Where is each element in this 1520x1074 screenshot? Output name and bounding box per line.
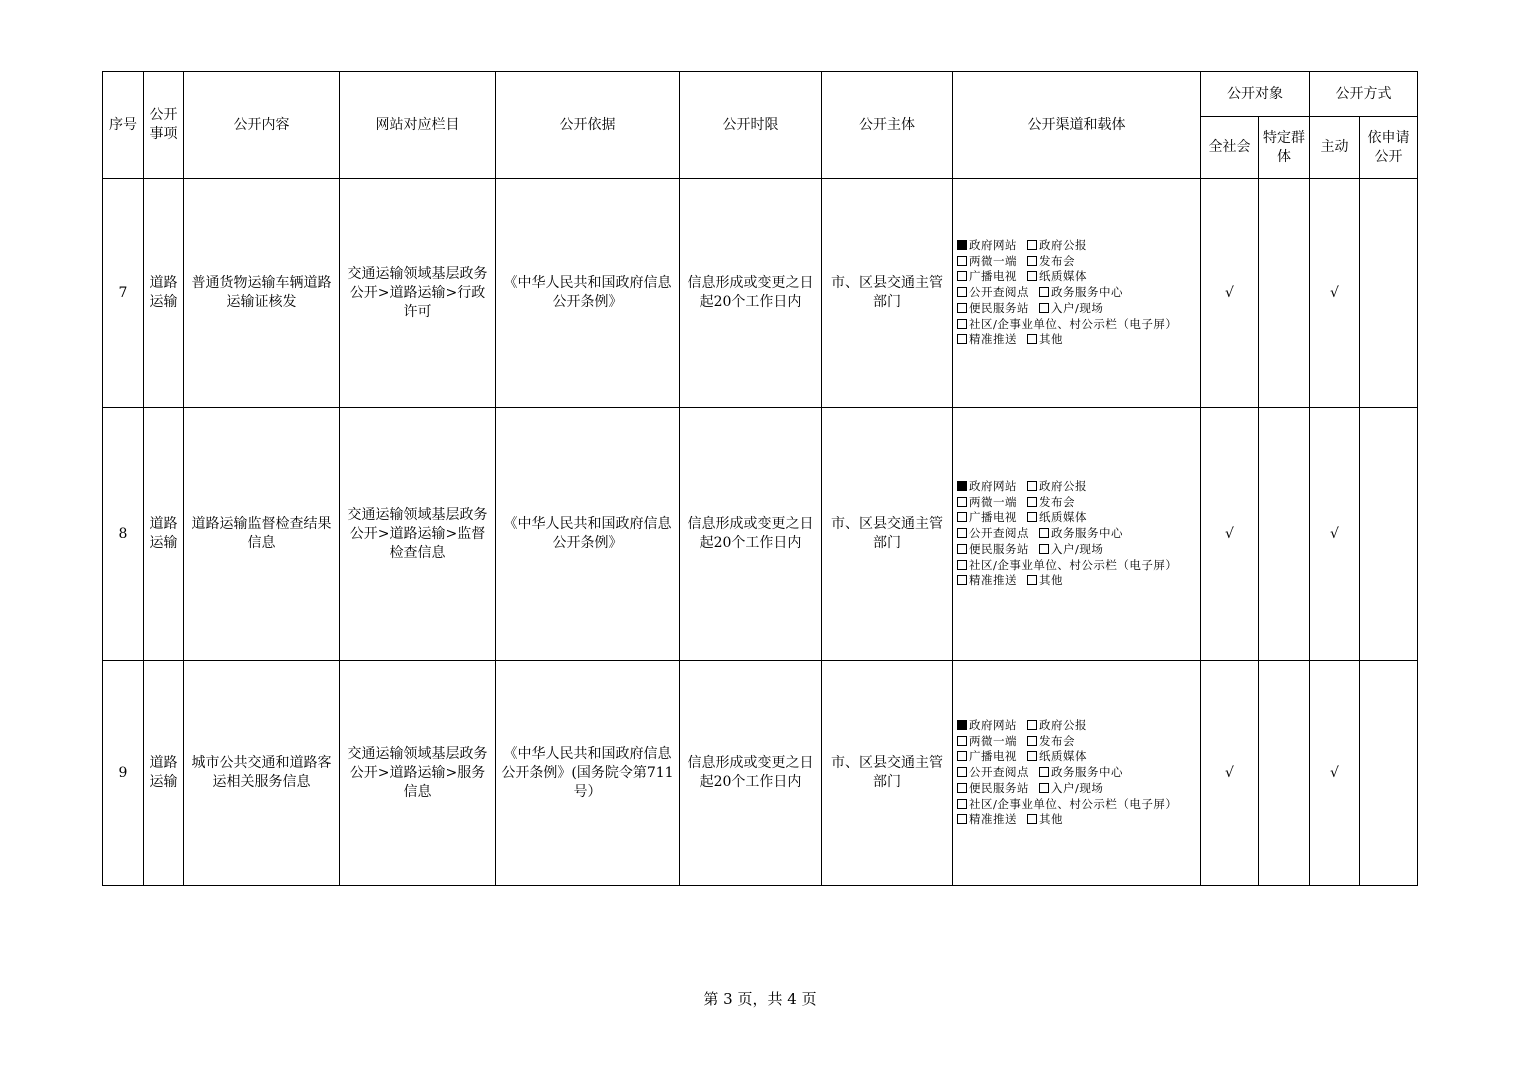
row-time-limit: 信息形成或变更之日起20个工作日内 [680,408,822,661]
header-method-apply: 依申请公开 [1360,117,1418,179]
unchecked-box-icon [957,528,967,538]
channel-option-label: 精准推送 [969,573,1017,588]
unchecked-box-icon [957,256,967,266]
header-channel: 公开渠道和载体 [953,72,1201,179]
row-channel-list [953,408,1201,661]
page-footer: 第 3 页，共 4 页 [703,990,817,1008]
channel-line [957,749,1197,765]
header-content: 公开内容 [184,72,340,179]
channel-option-label: 政府公报 [1039,478,1087,493]
channel-option-label: 发布会 [1039,733,1075,748]
channel-line [957,332,1197,348]
channel-option-label: 社区/企事业单位、村公示栏（电子屏） [969,557,1178,572]
channel-option-label: 发布会 [1039,494,1075,509]
table-body [103,179,1418,886]
row-target-all: √ [1201,661,1259,886]
channel-option-label: 入户/现场 [1051,541,1104,556]
channel-line [957,495,1197,511]
channel-line [957,238,1197,254]
channel-line [957,317,1197,333]
row-basis: 《中华人民共和国政府信息公开条例》 [496,408,680,661]
unchecked-box-icon [1027,814,1037,824]
channel-option-label: 政务服务中心 [1051,765,1123,780]
row-subject: 市、区县交通主管部门 [822,661,953,886]
row-target-all: √ [1201,179,1259,408]
unchecked-box-icon [1027,497,1037,507]
unchecked-box-icon [1039,767,1049,777]
unchecked-box-icon [1039,528,1049,538]
channel-option-label: 纸质媒体 [1039,269,1087,284]
header-method-active: 主动 [1310,117,1360,179]
channel-option-label: 公开查阅点 [969,765,1029,780]
row-method-active: √ [1310,408,1360,661]
unchecked-box-icon [1027,481,1037,491]
header-column: 网站对应栏目 [340,72,496,179]
row-basis: 《中华人民共和国政府信息公开条例》 [496,179,680,408]
header-time-limit: 公开时限 [680,72,822,179]
channel-line [957,526,1197,542]
unchecked-box-icon [957,287,967,297]
channel-line [957,781,1197,797]
unchecked-box-icon [957,799,967,809]
channel-line [957,301,1197,317]
channel-option-label: 公开查阅点 [969,526,1029,541]
unchecked-box-icon [957,783,967,793]
channel-line [957,573,1197,589]
table-row [103,408,1418,661]
unchecked-box-icon [1039,544,1049,554]
unchecked-box-icon [957,319,967,329]
channel-line [957,542,1197,558]
row-method-active: √ [1310,179,1360,408]
row-content: 城市公共交通和道路客运相关服务信息 [184,661,340,886]
unchecked-box-icon [1039,287,1049,297]
header-seq: 序号 [103,72,144,179]
unchecked-box-icon [1027,736,1037,746]
row-content: 普通货物运输车辆道路运输证核发 [184,179,340,408]
row-target-specific [1259,179,1310,408]
channel-option-label: 两微一端 [969,494,1017,509]
unchecked-box-icon [1039,783,1049,793]
unchecked-box-icon [1027,512,1037,522]
header-target-group: 公开对象 [1201,72,1310,117]
channel-option-label: 其他 [1039,812,1063,827]
channel-option-label: 便民服务站 [969,780,1029,795]
row-method-active: √ [1310,661,1360,886]
channel-option-label: 其他 [1039,573,1063,588]
unchecked-box-icon [1027,751,1037,761]
row-method-apply [1360,179,1418,408]
unchecked-box-icon [957,575,967,585]
unchecked-box-icon [1027,720,1037,730]
checked-box-icon [957,720,967,730]
channel-option-label: 广播电视 [969,510,1017,525]
unchecked-box-icon [957,334,967,344]
row-subject: 市、区县交通主管部门 [822,179,953,408]
channel-line [957,510,1197,526]
channel-option-label: 便民服务站 [969,541,1029,556]
channel-option-label: 公开查阅点 [969,285,1029,300]
unchecked-box-icon [1027,575,1037,585]
channel-option-label: 两微一端 [969,253,1017,268]
channel-option-label: 纸质媒体 [1039,749,1087,764]
channel-option-label: 广播电视 [969,269,1017,284]
channel-line [957,718,1197,734]
row-target-all: √ [1201,408,1259,661]
channel-option-label: 政府公报 [1039,717,1087,732]
row-column: 交通运输领域基层政务公开>道路运输>监督检查信息 [340,408,496,661]
channel-option-label: 便民服务站 [969,300,1029,315]
checked-box-icon [957,481,967,491]
channel-line [957,254,1197,270]
unchecked-box-icon [1027,240,1037,250]
disclosure-table [102,71,1418,886]
channel-option-label: 纸质媒体 [1039,510,1087,525]
row-item: 道路运输 [144,661,184,886]
row-target-specific [1259,661,1310,886]
channel-option-label: 政府网站 [969,237,1017,252]
row-seq: 7 [103,179,144,408]
header-subject: 公开主体 [822,72,953,179]
row-subject: 市、区县交通主管部门 [822,408,953,661]
table-row [103,661,1418,886]
header-item: 公开事项 [144,72,184,179]
channel-line [957,765,1197,781]
row-time-limit: 信息形成或变更之日起20个工作日内 [680,661,822,886]
row-channel-list [953,661,1201,886]
unchecked-box-icon [1027,334,1037,344]
channel-line [957,285,1197,301]
channel-option-label: 两微一端 [969,733,1017,748]
unchecked-box-icon [1027,256,1037,266]
channel-option-label: 社区/企事业单位、村公示栏（电子屏） [969,796,1178,811]
channel-line [957,479,1197,495]
unchecked-box-icon [1027,271,1037,281]
row-method-apply [1360,408,1418,661]
channel-option-label: 政府公报 [1039,237,1087,252]
row-content: 道路运输监督检查结果信息 [184,408,340,661]
row-seq: 9 [103,661,144,886]
channel-option-label: 其他 [1039,332,1063,347]
channel-option-label: 入户/现场 [1051,780,1104,795]
unchecked-box-icon [957,736,967,746]
row-column: 交通运输领域基层政务公开>道路运输>行政许可 [340,179,496,408]
unchecked-box-icon [1039,303,1049,313]
channel-option-label: 广播电视 [969,749,1017,764]
row-time-limit: 信息形成或变更之日起20个工作日内 [680,179,822,408]
channel-option-label: 社区/企事业单位、村公示栏（电子屏） [969,316,1178,331]
header-method-group: 公开方式 [1310,72,1418,117]
unchecked-box-icon [957,751,967,761]
checked-box-icon [957,240,967,250]
header-basis: 公开依据 [496,72,680,179]
channel-option-label: 政务服务中心 [1051,285,1123,300]
row-channel-list [953,179,1201,408]
channel-option-label: 精准推送 [969,812,1017,827]
unchecked-box-icon [957,271,967,281]
channel-option-label: 政府网站 [969,478,1017,493]
table-row [103,179,1418,408]
table-header [103,72,1418,179]
channel-option-label: 精准推送 [969,332,1017,347]
channel-line [957,269,1197,285]
row-method-apply [1360,661,1418,886]
row-basis: 《中华人民共和国政府信息公开条例》(国务院令第711号） [496,661,680,886]
unchecked-box-icon [957,767,967,777]
channel-line [957,812,1197,828]
unchecked-box-icon [957,512,967,522]
header-target-specific: 特定群体 [1259,117,1310,179]
channel-option-label: 政务服务中心 [1051,526,1123,541]
row-target-specific [1259,408,1310,661]
channel-option-label: 政府网站 [969,717,1017,732]
unchecked-box-icon [957,497,967,507]
row-column: 交通运输领域基层政务公开>道路运输>服务信息 [340,661,496,886]
channel-line [957,797,1197,813]
row-item: 道路运输 [144,179,184,408]
unchecked-box-icon [957,303,967,313]
channel-line [957,558,1197,574]
header-target-all: 全社会 [1201,117,1259,179]
channel-option-label: 发布会 [1039,253,1075,268]
channel-line [957,734,1197,750]
row-seq: 8 [103,408,144,661]
unchecked-box-icon [957,814,967,824]
unchecked-box-icon [957,544,967,554]
channel-option-label: 入户/现场 [1051,300,1104,315]
unchecked-box-icon [957,560,967,570]
row-item: 道路运输 [144,408,184,661]
